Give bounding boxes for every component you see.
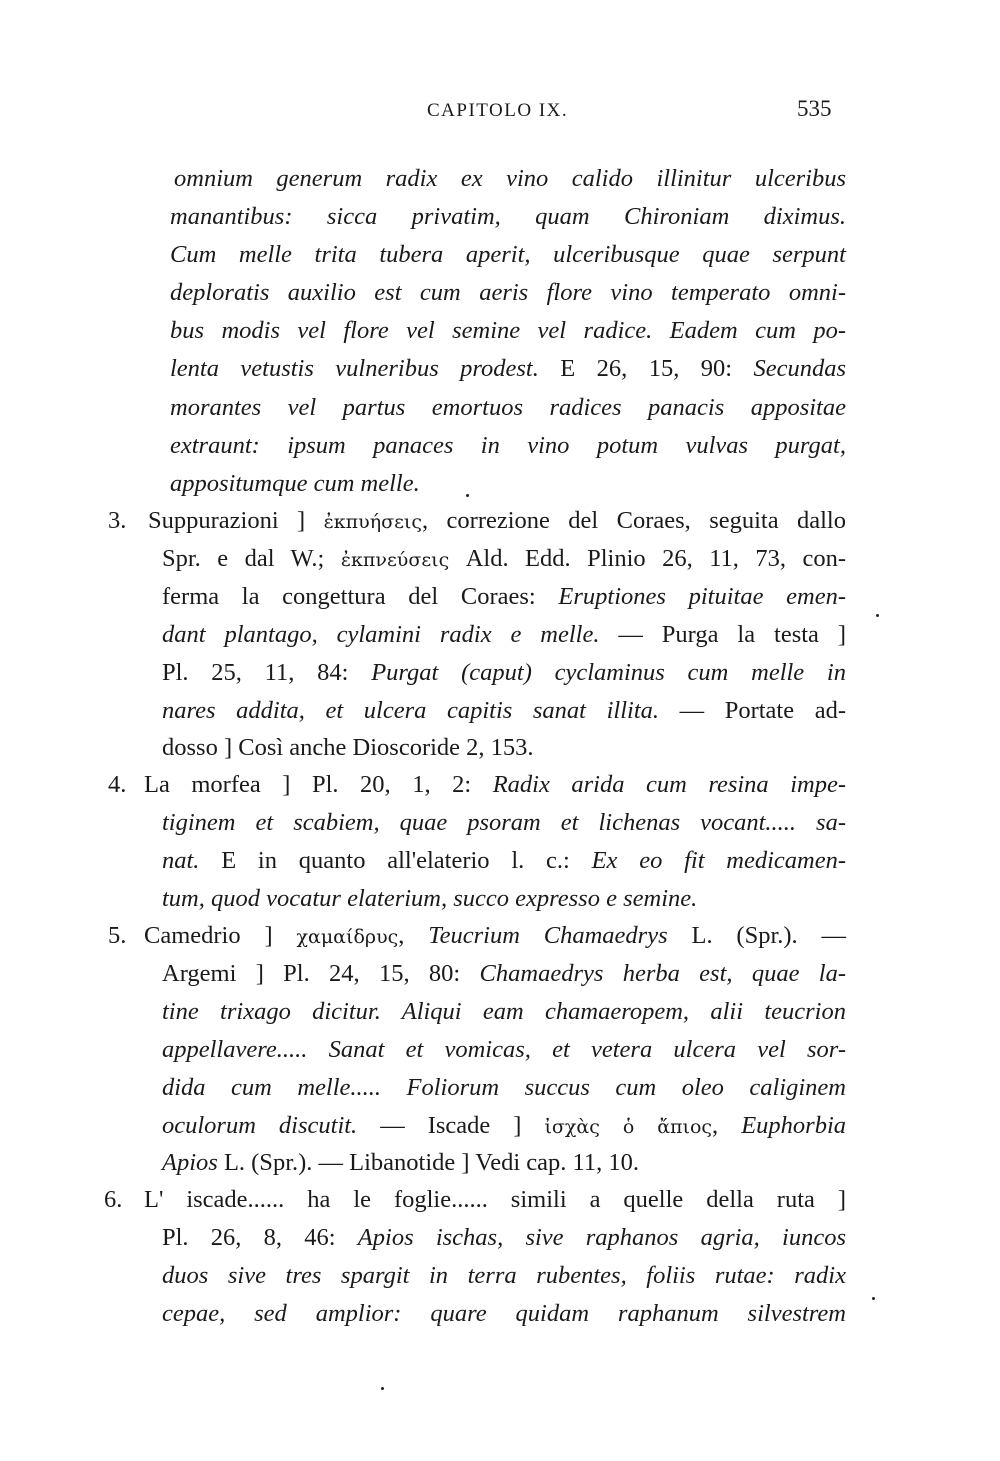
text-run: , [712, 1112, 742, 1139]
text-run: La morfea ] Pl. 20, 1, 2: [144, 771, 493, 798]
greek-word: ἐκπνεύσεις [340, 549, 450, 571]
text-line [162, 884, 697, 914]
text-run: Suppurazioni ] [148, 507, 324, 534]
text-run: — Iscade ] [357, 1112, 545, 1139]
text-line [162, 696, 846, 726]
text-run: L' iscade...... ha le foglie...... simili a quelle della ruta ] [144, 1186, 846, 1213]
latin-quote: appellavere..... Sanat et vomicas, et vetera ulcera vel sor- [162, 1036, 846, 1063]
latin-quote: bus modis vel flore vel semine vel radice. Eadem cum po- [170, 317, 846, 344]
speck-mark [381, 1387, 384, 1390]
text-run: , correzione del Coraes, seguita dallo [422, 507, 846, 534]
text-run: ferma la congettura del Coraes: [162, 583, 559, 610]
item-number: 6. [104, 1186, 123, 1213]
text-line [144, 921, 846, 951]
greek-word: χαμαίδρυς [296, 926, 399, 948]
text-line [162, 1073, 846, 1103]
text-run: Pl. 26, 8, 46: [162, 1224, 358, 1251]
text-line [162, 544, 846, 574]
text-run: Camedrio ] [144, 922, 297, 949]
text-run: E 26, 15, 90: [560, 355, 754, 382]
text-run: E in quanto all'elaterio l. c.: [199, 847, 592, 874]
item-number: 4. [108, 771, 127, 798]
text-line [170, 431, 846, 461]
text-line [162, 959, 846, 989]
latin-quote: oculorum discutit. [162, 1112, 358, 1139]
text-run: Argemi ] Pl. 24, 15, 80: [162, 960, 480, 987]
speck-mark [872, 1297, 875, 1300]
text-line [162, 846, 846, 876]
text-line [162, 997, 846, 1027]
text-line [162, 1223, 846, 1253]
latin-quote: duos sive tres spargit in terra rubentes, foliis rutae: radix [162, 1262, 846, 1289]
text-line [148, 506, 846, 536]
text-run: — Purga la testa ] [599, 621, 846, 648]
text-run: L. (Spr.). — [667, 922, 847, 949]
text-line [162, 1111, 846, 1141]
latin-quote: Ex eo fit medicamen- [591, 847, 846, 874]
greek-word: ἰσχὰς ὁ ἄπιος [544, 1116, 713, 1138]
greek-word: ἐκπυήσεις [323, 511, 423, 533]
latin-quote: appositumque cum melle. [170, 470, 420, 497]
latin-quote: dant plantago, cylamini radix e melle. [162, 621, 600, 648]
text-line [162, 620, 846, 650]
latin-quote: nat. [162, 847, 200, 874]
latin-quote: Secundas [753, 355, 846, 382]
text-line [170, 316, 846, 346]
text-line [162, 658, 846, 688]
text-line [170, 240, 846, 270]
text-line [174, 164, 846, 194]
item-number: 3. [108, 507, 127, 534]
latin-quote: Euphorbia [741, 1112, 846, 1139]
latin-quote: Apios [162, 1149, 218, 1176]
text-line [162, 733, 534, 763]
text-run: Spr. e dal W.; [162, 545, 341, 572]
latin-quote: tine trixago dicitur. Aliqui eam chamaeropem, alii teucrion [162, 998, 846, 1025]
latin-quote: Teucrium Chamaedrys [428, 922, 668, 949]
text-run: dosso ] Così anche Dioscoride 2, 153. [162, 734, 534, 761]
latin-quote: dida cum melle..... Foliorum succus cum oleo caliginem [162, 1074, 846, 1101]
latin-quote: nares addita, et ulcera capitis sanat illita. [162, 697, 659, 724]
text-line [170, 202, 846, 232]
text-line [162, 582, 846, 612]
page-number: 535 [797, 96, 832, 121]
latin-quote: tiginem et scabiem, quae psoram et lichenas vocant..... sa- [162, 809, 846, 836]
latin-quote: Chamaedrys herba est, quae la- [479, 960, 846, 987]
running-title: CAPITOLO IX. [427, 100, 569, 121]
latin-quote: deploratis auxilio est cum aeris flore vino temperato omni- [170, 279, 846, 306]
latin-quote: Purgat (caput) cyclaminus cum melle in [371, 659, 846, 686]
speck-mark [876, 614, 879, 617]
text-line [162, 1299, 846, 1329]
text-run: L. (Spr.). — Libanotide ] Vedi cap. 11, 10. [217, 1149, 640, 1176]
text-line [170, 469, 420, 499]
speck-mark [466, 494, 469, 497]
text-line [162, 808, 846, 838]
text-run: , [398, 922, 429, 949]
text-line [170, 393, 846, 423]
latin-quote: Eruptiones pituitae emen- [558, 583, 846, 610]
latin-quote: Apios ischas, sive raphanos agria, iuncos [357, 1224, 846, 1251]
latin-quote: cepae, sed amplior: quare quidam raphanum silvestrem [162, 1300, 846, 1327]
text-line [162, 1261, 846, 1291]
latin-quote: Radix arida cum resina impe- [492, 771, 846, 798]
item-number: 5. [108, 922, 127, 949]
latin-quote: extraunt: ipsum panaces in vino potum vulvas purgat, [170, 432, 846, 459]
latin-quote: lenta vetustis vulneribus prodest. [170, 355, 561, 382]
text-run: Ald. Edd. Plinio 26, 11, 73, con- [449, 545, 847, 572]
latin-quote: tum, quod vocatur elaterium, succo expresso e semine. [162, 885, 698, 912]
text-line [144, 770, 846, 800]
text-line [144, 1185, 846, 1215]
latin-quote: Cum melle trita tubera aperit, ulceribusque quae serpunt [170, 241, 846, 268]
text-line [162, 1148, 639, 1178]
latin-quote: morantes vel partus emortuos radices panacis appositae [170, 394, 846, 421]
text-line [162, 1035, 846, 1065]
latin-quote: omnium generum radix ex vino calido illinitur ulceribus [174, 165, 846, 192]
running-head [0, 96, 1000, 130]
latin-quote: manantibus: sicca privatim, quam Chironiam diximus. [170, 203, 846, 230]
text-run: Pl. 25, 11, 84: [162, 659, 372, 686]
text-line [170, 354, 846, 384]
text-line [170, 278, 846, 308]
text-run: — Portate ad- [659, 697, 846, 724]
